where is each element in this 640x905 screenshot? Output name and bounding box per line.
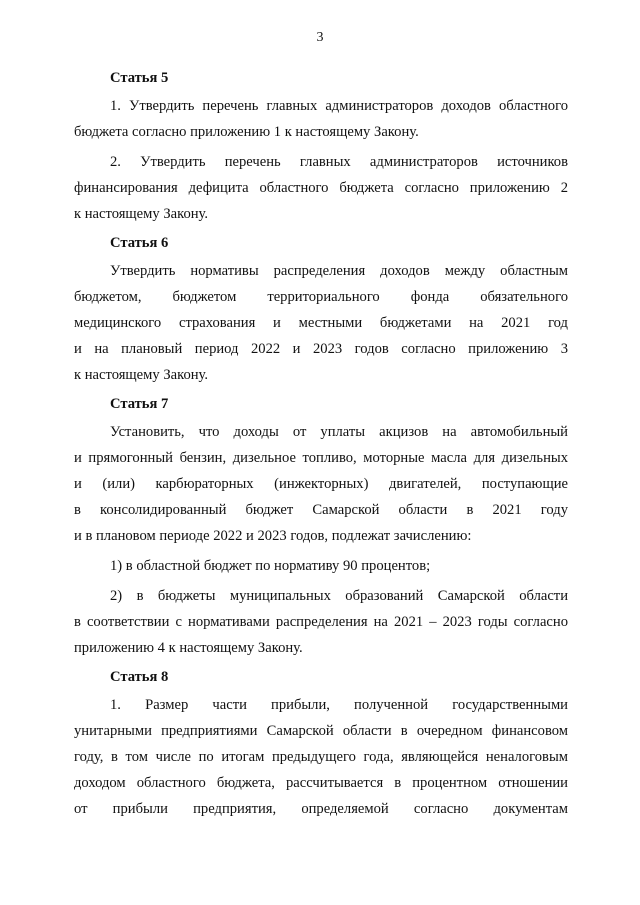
text-line: к настоящему Закону. <box>74 367 209 383</box>
article-heading: Статья 5 <box>110 70 169 86</box>
text-line: и прямогонный бензин, дизельное топливо, моторные масла для дизельных <box>74 450 568 466</box>
text-line: году, в том числе по итогам предыдущего года, являющейся неналоговым <box>74 749 568 765</box>
article-6 <box>74 231 568 388</box>
text-line: к настоящему Закону. <box>74 206 209 222</box>
text-line: 1) в областной бюджет по нормативу 90 процентов; <box>110 558 431 574</box>
text-line: 2. Утвердить перечень главных администраторов источников <box>110 154 568 170</box>
article-heading: Статья 6 <box>110 235 169 251</box>
article-7 <box>74 392 568 661</box>
text-line: доходом областного бюджета, рассчитывается в процентном отношении <box>74 775 568 791</box>
page-number: 3 <box>316 30 324 45</box>
paragraph <box>74 583 568 661</box>
text-line: Установить, что доходы от уплаты акцизов на автомобильный <box>110 424 568 440</box>
text-line: и на плановый период 2022 и 2023 годов согласно приложению 3 <box>74 341 568 357</box>
article-heading: Статья 8 <box>110 669 169 685</box>
paragraph <box>74 258 568 388</box>
text-line: 1. Размер части прибыли, полученной государственными <box>110 697 568 713</box>
article-8 <box>74 665 568 822</box>
text-line: от прибыли предприятия, определяемой согласно документам <box>74 801 568 817</box>
text-line: бюджета согласно приложению 1 к настоящему Закону. <box>74 124 419 140</box>
article-5 <box>74 66 568 227</box>
paragraph <box>74 149 568 227</box>
text-line: приложению 4 к настоящему Закону. <box>74 640 303 656</box>
text-line: финансирования дефицита областного бюджета согласно приложению 2 <box>74 180 568 196</box>
text-line: и в плановом периоде 2022 и 2023 годов, подлежат зачислению: <box>74 528 472 544</box>
paragraph <box>74 419 568 549</box>
text-line: 2) в бюджеты муниципальных образований Самарской области <box>110 588 568 604</box>
document-body <box>74 66 568 826</box>
text-line: в консолидированный бюджет Самарской области в 2021 году <box>74 502 568 518</box>
text-line: унитарными предприятиями Самарской области в очередном финансовом <box>74 723 568 739</box>
paragraph <box>74 93 568 145</box>
paragraph <box>74 553 568 579</box>
text-line: 1. Утвердить перечень главных администраторов доходов областного <box>110 98 568 114</box>
text-line: и (или) карбюраторных (инжекторных) двигателей, поступающие <box>74 476 568 492</box>
text-line: в соответствии с нормативами распределения на 2021 – 2023 годы согласно <box>74 614 568 630</box>
article-heading: Статья 7 <box>110 396 169 412</box>
paragraph <box>74 692 568 822</box>
text-line: Утвердить нормативы распределения доходов между областным <box>110 263 568 279</box>
text-line: бюджетом, бюджетом территориального фонда обязательного <box>74 289 568 305</box>
text-line: медицинского страхования и местными бюджетами на 2021 год <box>74 315 568 331</box>
